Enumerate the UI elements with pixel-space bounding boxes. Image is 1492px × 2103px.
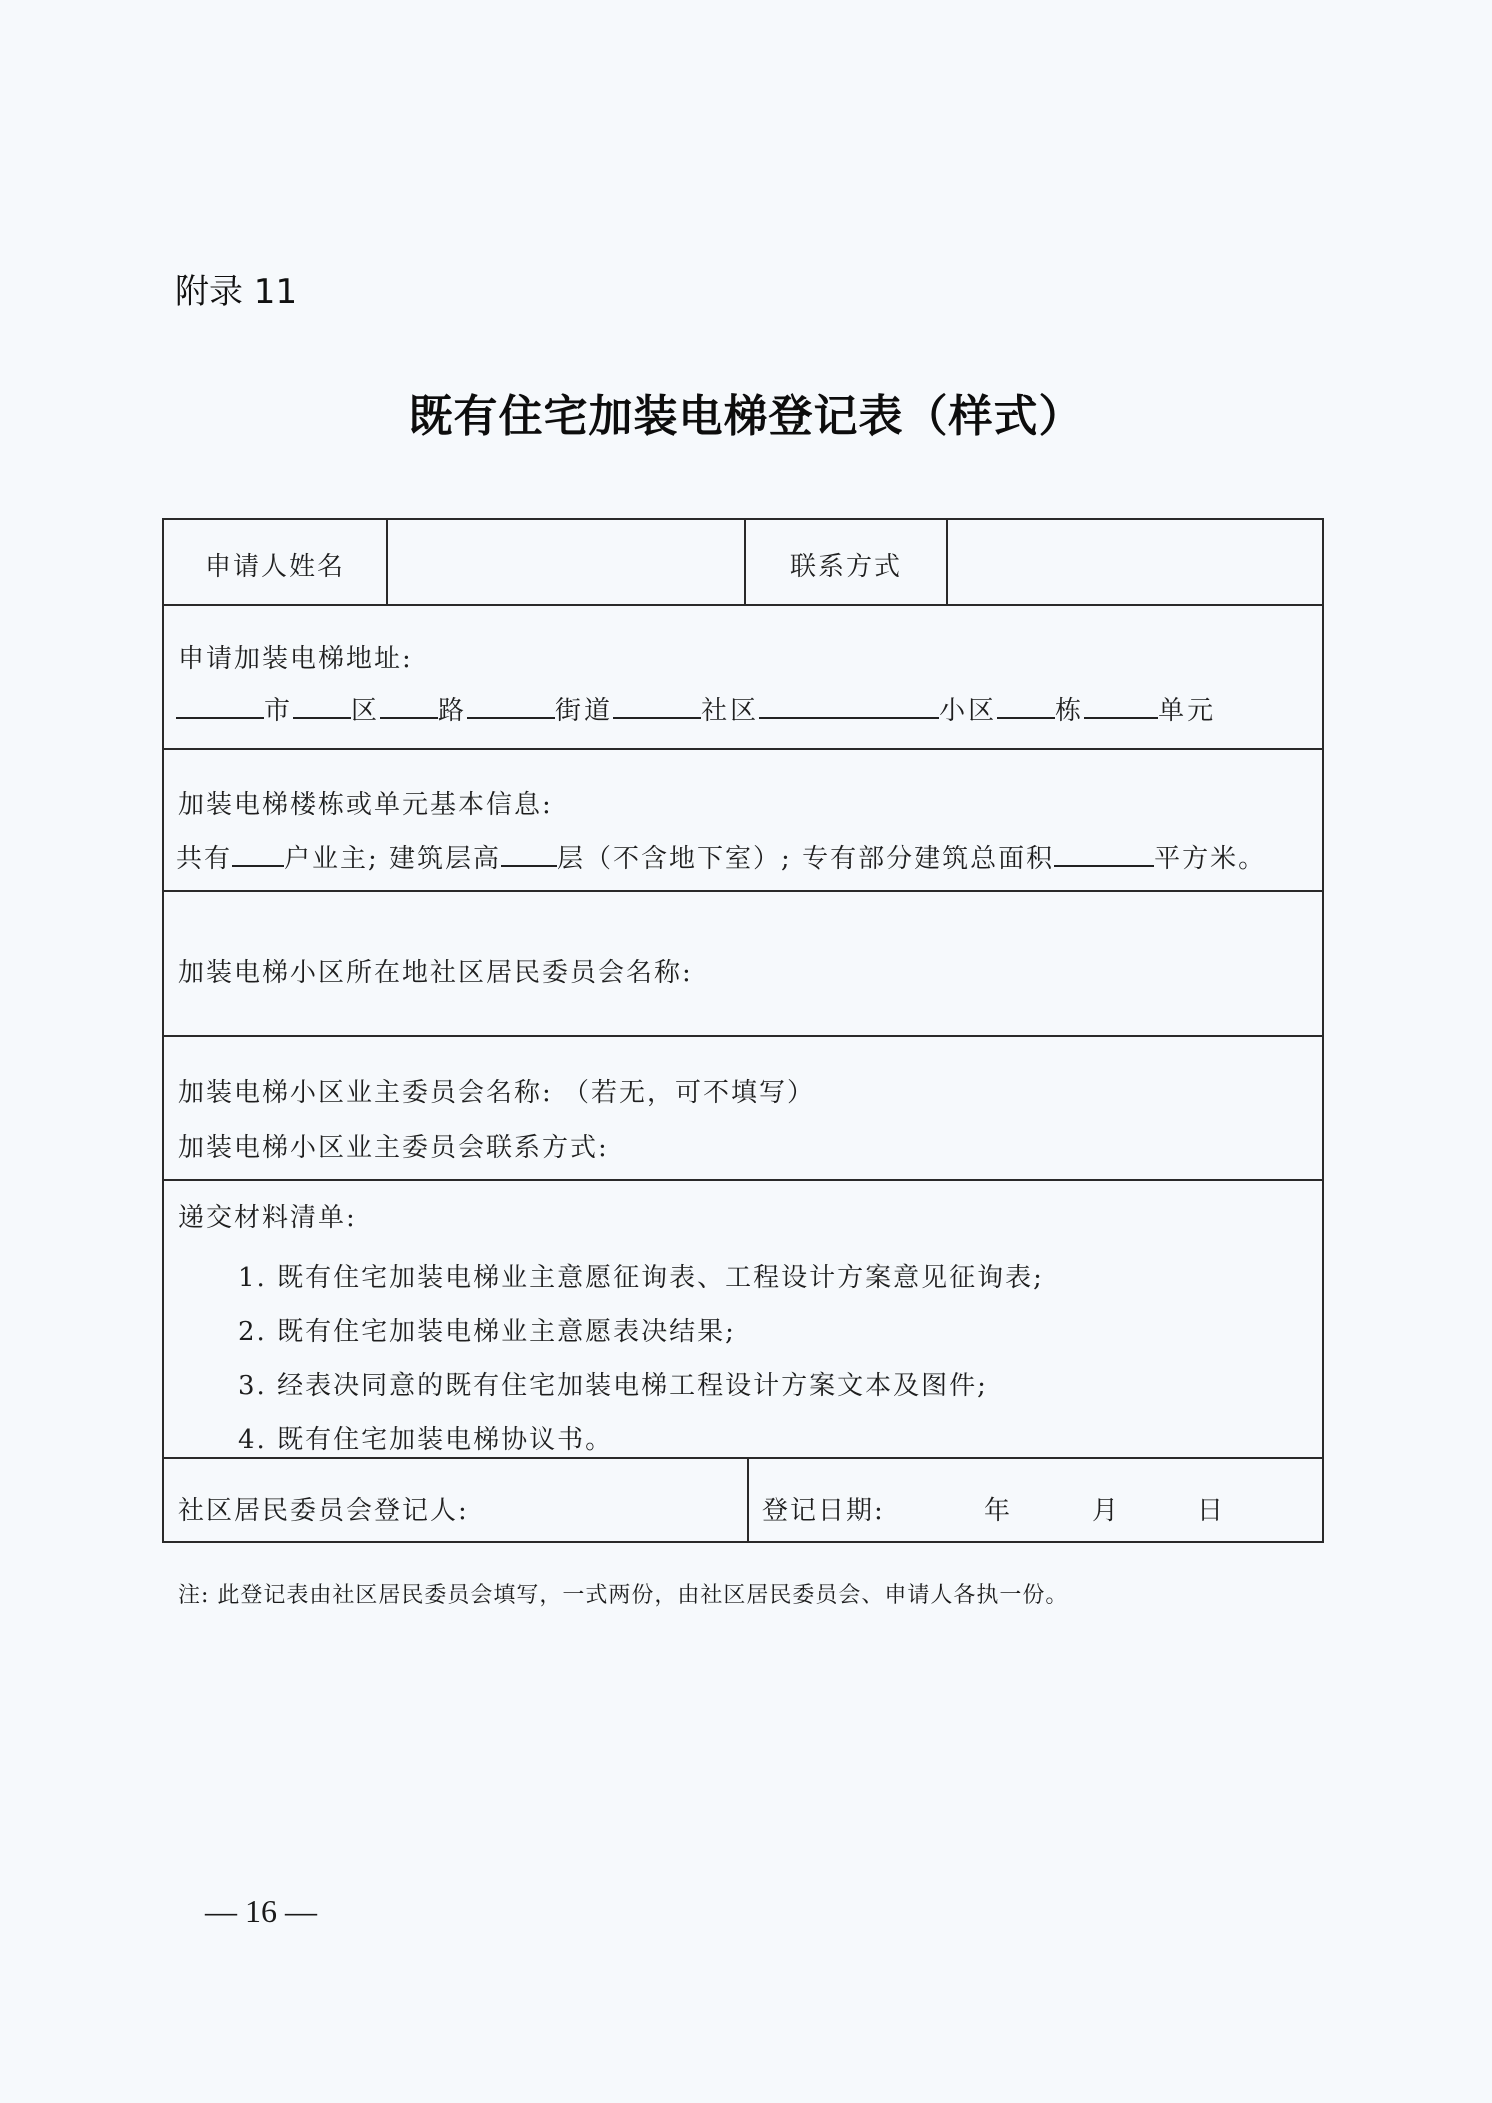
city-suffix: 市 <box>264 696 294 726</box>
floors-suffix: 层（不含地下室）; 专有部分建筑总面积 <box>557 844 1055 874</box>
city-blank[interactable] <box>176 695 264 719</box>
road-suffix: 路 <box>438 696 468 726</box>
area-blank[interactable] <box>1054 843 1154 867</box>
materials-item: 2. 既有住宅加装电梯业主意愿表决结果; <box>238 1317 736 1347</box>
row-divider <box>162 1457 1324 1459</box>
column-divider <box>946 518 948 604</box>
district-suffix: 区 <box>351 696 381 726</box>
floors-blank[interactable] <box>501 843 557 867</box>
contact-label: 联系方式 <box>789 552 902 582</box>
registrar-label: 社区居民委员会登记人: <box>178 1496 469 1526</box>
unit-suffix: 单元 <box>1158 696 1217 726</box>
owners-suffix: 户业主; 建筑层高 <box>284 844 502 874</box>
community-blank[interactable] <box>613 695 701 719</box>
area-suffix: 平方米。 <box>1154 844 1267 874</box>
building-info-label: 加装电梯楼栋或单元基本信息: <box>178 790 553 820</box>
row-divider <box>162 748 1324 750</box>
date-month: 月 <box>1092 1496 1121 1526</box>
registration-date-label: 登记日期: <box>762 1496 885 1526</box>
community-suffix: 社区 <box>701 696 760 726</box>
applicant-name-field[interactable] <box>390 546 742 576</box>
estate-suffix: 小区 <box>939 696 998 726</box>
footnote: 注: 此登记表由社区居民委员会填写，一式两份，由社区居民委员会、申请人各执一份。 <box>178 1583 1069 1608</box>
column-divider <box>747 1457 749 1543</box>
row-divider <box>162 604 1324 606</box>
materials-item: 3. 经表决同意的既有住宅加装电梯工程设计方案文本及图件; <box>238 1371 988 1401</box>
appendix-label: 附录 11 <box>175 272 298 312</box>
owners-committee-contact-label: 加装电梯小区业主委员会联系方式: <box>178 1133 609 1163</box>
address-label: 申请加装电梯地址: <box>178 644 413 674</box>
owners-count-blank[interactable] <box>232 843 284 867</box>
applicant-name-label: 申请人姓名 <box>204 552 345 582</box>
row-divider <box>162 1179 1324 1181</box>
address-line <box>176 690 1216 727</box>
district-blank[interactable] <box>293 695 351 719</box>
street-blank[interactable] <box>467 695 555 719</box>
materials-item: 1. 既有住宅加装电梯业主意愿征询表、工程设计方案意见征询表; <box>238 1263 1044 1293</box>
estate-blank[interactable] <box>759 695 939 719</box>
building-blank[interactable] <box>997 695 1055 719</box>
date-day: 日 <box>1197 1496 1226 1526</box>
unit-blank[interactable] <box>1084 695 1158 719</box>
owners-prefix: 共有 <box>176 844 233 874</box>
contact-field[interactable] <box>950 546 1320 576</box>
building-info-line <box>176 838 1266 875</box>
page-number: — 16 — <box>205 1893 317 1929</box>
residents-committee-label: 加装电梯小区所在地社区居民委员会名称: <box>178 958 693 988</box>
owners-committee-name-label: 加装电梯小区业主委员会名称: （若无，可不填写） <box>178 1078 816 1108</box>
row-divider <box>162 1035 1324 1037</box>
materials-label: 递交材料清单: <box>178 1203 357 1233</box>
road-blank[interactable] <box>380 695 438 719</box>
street-suffix: 街道 <box>555 696 614 726</box>
materials-item: 4. 既有住宅加装电梯协议书。 <box>238 1425 614 1455</box>
document-title: 既有住宅加装电梯登记表（样式） <box>408 391 1084 442</box>
building-suffix: 栋 <box>1055 696 1085 726</box>
column-divider <box>386 518 388 604</box>
row-divider <box>162 890 1324 892</box>
date-year: 年 <box>984 1496 1013 1526</box>
